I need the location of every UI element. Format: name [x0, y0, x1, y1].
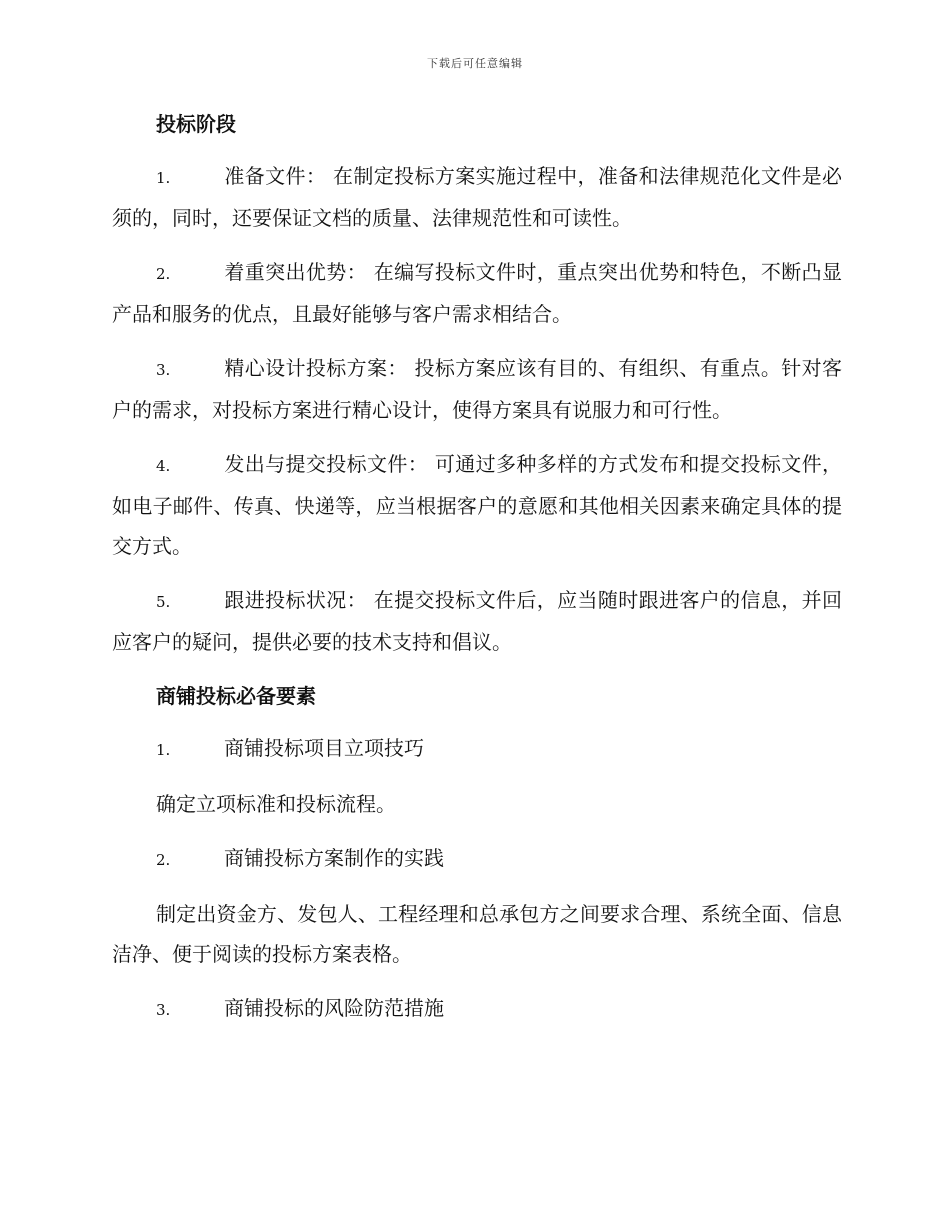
list-item-text: 商铺投标的风险防范措施 [224, 996, 444, 1020]
list-item [112, 252, 842, 334]
list-item-number: 3. [156, 361, 171, 379]
list-item [112, 580, 842, 662]
list-item-number: 1. [156, 741, 171, 759]
list-item-description: 确定立项标准和投标流程。 [156, 792, 396, 816]
list-item [112, 838, 842, 880]
document-body [112, 104, 842, 1044]
list-item [112, 988, 842, 1030]
section-heading-bidding-stage: 投标阶段 [156, 112, 236, 136]
list-item [112, 444, 842, 566]
list-item-text: 商铺投标方案制作的实践 [224, 846, 444, 870]
list-item-text: 跟进投标状况： 在提交投标文件后，应当随时跟进客户的信息，并回应客户的疑问，提供必要的技术支持和倡议。 [112, 588, 842, 654]
list-item-text: 商铺投标项目立项技巧 [224, 736, 424, 760]
header-note: 下载后可任意编辑 [427, 57, 523, 70]
list-item-number: 4. [156, 457, 171, 475]
list-item-number: 5. [156, 593, 171, 611]
list-item-text: 发出与提交投标文件： 可通过多种多样的方式发布和提交投标文件，如电子邮件、传真、快递等，应当根据客户的意愿和其他相关因素来确定具体的提交方式。 [112, 452, 842, 558]
list-item-number: 2. [156, 265, 171, 283]
list-item-number: 1. [156, 169, 171, 187]
list-item [112, 156, 842, 238]
section-heading-shop-bidding-essentials: 商铺投标必备要素 [156, 684, 316, 708]
list-item-description: 制定出资金方、发包人、工程经理和总承包方之间要求合理、系统全面、信息洁净、便于阅读的投标方案表格。 [112, 902, 842, 966]
list-item-text: 着重突出优势： 在编写投标文件时，重点突出优势和特色，不断凸显产品和服务的优点，且最好能够与客户需求相结合。 [112, 260, 842, 326]
list-item [112, 348, 842, 430]
list-item-text: 准备文件： 在制定投标方案实施过程中，准备和法律规范化文件是必须的，同时，还要保证文档的质量、法律规范性和可读性。 [112, 164, 842, 230]
list-item-number: 2. [156, 851, 171, 869]
list-item-text: 精心设计投标方案： 投标方案应该有目的、有组织、有重点。针对客户的需求，对投标方案进行精心设计，使得方案具有说服力和可行性。 [112, 356, 842, 422]
list-item-number: 3. [156, 1001, 171, 1019]
list-item [112, 728, 842, 770]
